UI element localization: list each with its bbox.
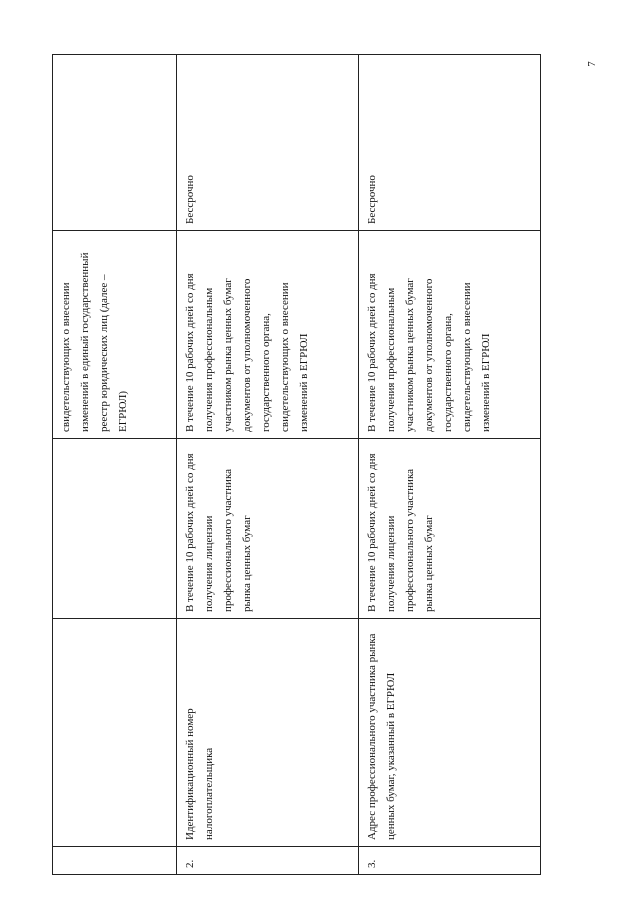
row-number-cell: 2.	[177, 847, 359, 875]
update-deadline-cell: свидетельствующих о внесении изменений в единый государственный реестр юридических лиц (далее – ЕГРЮЛ)	[53, 231, 177, 439]
retention-period-cell	[53, 55, 177, 231]
update-deadline-cell: В течение 10 рабочих дней со дня получения профессиональным участником рынка ценных бумаг документов от уполномоченного государственного органа, свидетельствующих о внесении изменений в ЕГРЮЛ	[359, 231, 541, 439]
retention-period-cell: Бессрочно	[359, 55, 541, 231]
row-number-cell: 3.	[359, 847, 541, 875]
requirements-table	[52, 54, 541, 875]
initial-deadline-cell: В течение 10 рабочих дней со дня получения лицензии профессионального участника рынка ценных бумаг	[359, 439, 541, 619]
initial-deadline-cell	[53, 439, 177, 619]
table-row	[53, 55, 177, 875]
initial-deadline-cell: В течение 10 рабочих дней со дня получения лицензии профессионального участника рынка ценных бумаг	[177, 439, 359, 619]
rotated-table-wrapper	[52, 55, 540, 875]
row-number-cell	[53, 847, 177, 875]
update-deadline-cell: В течение 10 рабочих дней со дня получения профессиональным участником рынка ценных бумаг документов от уполномоченного государственного органа, свидетельствующих о внесении изменений в ЕГРЮЛ	[177, 231, 359, 439]
table-row	[177, 55, 359, 875]
table-row	[359, 55, 541, 875]
retention-period-cell: Бессрочно	[177, 55, 359, 231]
indicator-name-cell: Адрес профессионального участника рынка ценных бумаг, указанный в ЕГРЮЛ	[359, 619, 541, 847]
page-number: 7	[586, 61, 598, 67]
indicator-name-cell	[53, 619, 177, 847]
indicator-name-cell: Идентификационный номер налогоплательщика	[177, 619, 359, 847]
